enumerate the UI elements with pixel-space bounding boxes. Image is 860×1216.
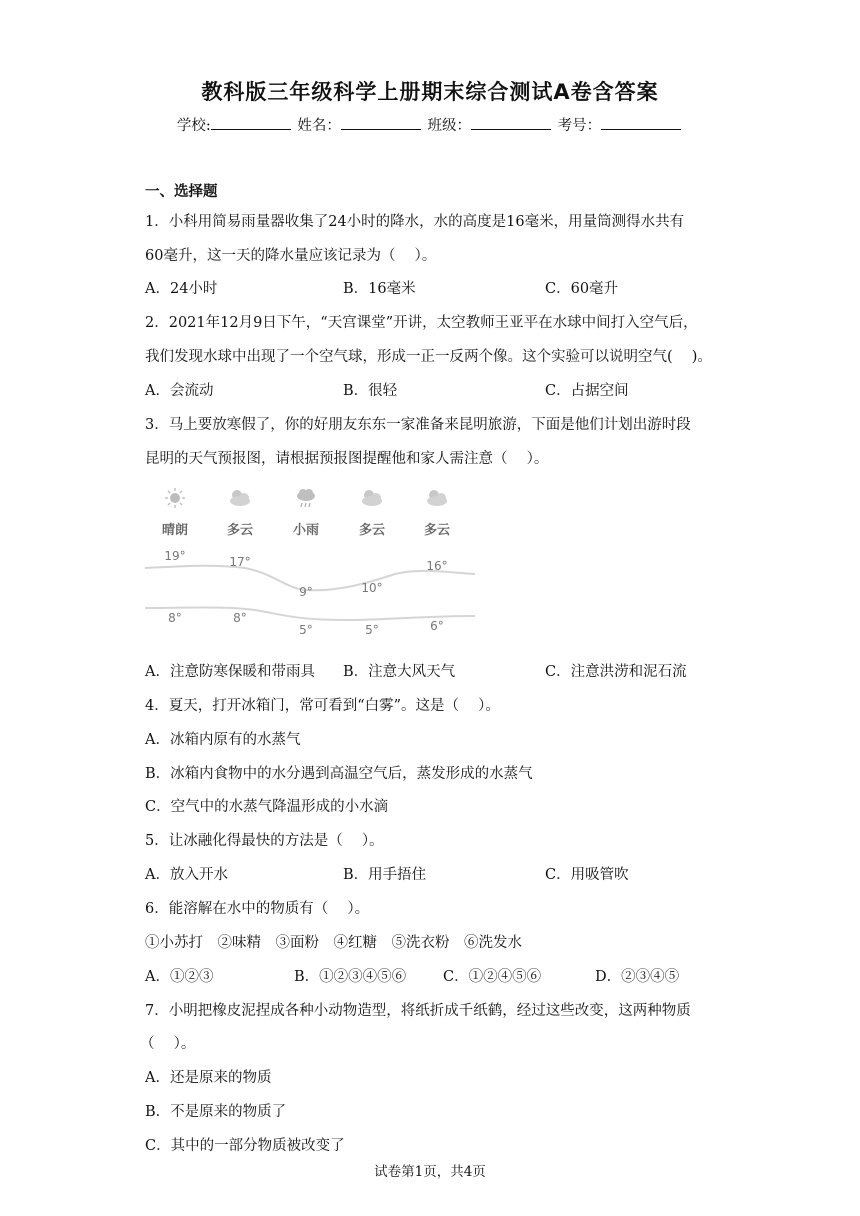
q3-option-b[interactable]: B．注意大风天气 <box>343 664 456 680</box>
cloudy-icon <box>230 490 250 506</box>
cloudy-icon <box>427 490 447 506</box>
q5-option-c[interactable]: C．用吸管吹 <box>545 867 629 883</box>
q3-option-c[interactable]: C．注意洪涝和泥石流 <box>545 664 687 680</box>
q4-option-c[interactable]: C．空气中的水蒸气降温形成的小水滴 <box>145 799 389 815</box>
q1-text-line2: 60毫升，这一天的降水量应该记录为（ ）。 <box>145 248 437 264</box>
q1-text-line1: 1．小科用简易雨量器收集了24小时的降水，水的高度是16毫米，用量筒测得水共有 <box>145 214 685 230</box>
cloudy-icon <box>362 490 382 506</box>
q6-option-b[interactable]: B．①②③④⑤⑥ <box>294 969 407 985</box>
exam-no-label: 考号： <box>557 118 602 134</box>
q5-option-b[interactable]: B．用手捂住 <box>343 867 427 883</box>
q1-option-b[interactable]: B．16毫米 <box>343 281 416 297</box>
day5-high-temp: 16° <box>426 559 448 573</box>
q6-text-line1: 6．能溶解在水中的物质有（ ）。 <box>145 901 370 917</box>
day4-high-temp: 10° <box>361 581 383 595</box>
day4-weather-label: 多云 <box>358 523 386 538</box>
q2-option-c[interactable]: C．占据空间 <box>545 383 629 399</box>
day3-low-temp: 5° <box>299 623 313 636</box>
name-label: 姓名： <box>297 118 341 134</box>
q3-option-a[interactable]: A．注意防寒保暖和带雨具 <box>145 664 315 680</box>
day3-weather-label: 小雨 <box>292 523 320 538</box>
day2-low-temp: 8° <box>233 611 247 625</box>
q1-option-a[interactable]: A．24小时 <box>145 281 218 297</box>
class-label: 班级： <box>427 118 471 134</box>
day1-weather-label: 晴朗 <box>161 523 189 538</box>
page-footer: 试卷第1页，共4页 <box>374 1164 486 1180</box>
light-rain-icon <box>297 489 315 507</box>
q7-option-b[interactable]: B．不是原来的物质了 <box>145 1104 287 1120</box>
q7-text-line2: （ ）。 <box>140 1036 196 1052</box>
exam-no-blank[interactable] <box>601 115 681 130</box>
name-blank[interactable] <box>341 115 421 130</box>
school-blank[interactable] <box>211 115 291 130</box>
weather-forecast-figure <box>145 486 475 636</box>
q4-text-line1: 4．夏天，打开冰箱门，常可看到“白雾”。这是（ ）。 <box>145 698 500 714</box>
school-label: 学校: <box>176 118 211 134</box>
student-info-line <box>0 114 860 135</box>
q6-option-c[interactable]: C．①②④⑤⑥ <box>443 969 542 985</box>
q4-option-b[interactable]: B．冰箱内食物中的水分遇到高温空气后，蒸发形成的水蒸气 <box>145 766 533 782</box>
q5-text-line1: 5．让冰融化得最快的方法是（ ）。 <box>145 833 384 849</box>
day3-high-temp: 9° <box>299 585 313 599</box>
day1-high-temp: 19° <box>164 549 186 563</box>
day2-high-temp: 17° <box>229 555 251 569</box>
q7-option-c[interactable]: C．其中的一部分物质被改变了 <box>145 1138 345 1154</box>
q2-text-line2: 我们发现水球中出现了一个空气球，形成一正一反两个像。这个实验可以说明空气( )。 <box>145 349 712 365</box>
q2-option-a[interactable]: A．会流动 <box>145 383 214 399</box>
class-blank[interactable] <box>471 115 551 130</box>
q4-option-a[interactable]: A．冰箱内原有的水蒸气 <box>145 732 301 748</box>
day5-low-temp: 6° <box>430 619 444 633</box>
q2-option-b[interactable]: B．很轻 <box>343 383 398 399</box>
q2-text-line1: 2．2021年12月9日下午，“天宫课堂”开讲，太空教师王亚平在水球中间打入空气后， <box>145 315 698 331</box>
q1-option-c[interactable]: C．60毫升 <box>545 281 619 297</box>
q6-option-d[interactable]: D．②③④⑤ <box>595 969 680 985</box>
q6-substances-list: ①小苏打 ②味精 ③面粉 ④红糖 ⑤洗衣粉 ⑥洗发水 <box>145 935 522 951</box>
sun-icon <box>165 488 185 508</box>
page-title: 教科版三年级科学上册期末综合测试A卷含答案 <box>201 80 659 104</box>
q7-option-a[interactable]: A．还是原来的物质 <box>145 1070 272 1086</box>
q6-option-a[interactable]: A．①②③ <box>145 969 214 985</box>
q5-option-a[interactable]: A．放入开水 <box>145 867 228 883</box>
day1-low-temp: 8° <box>168 611 182 625</box>
low-temp-curve <box>145 608 475 621</box>
q3-text-line2: 昆明的天气预报图，请根据预报图提醒他和家人需注意（ ）。 <box>145 451 549 467</box>
day5-weather-label: 多云 <box>423 523 451 538</box>
q3-text-line1: 3．马上要放寒假了，你的好朋友东东一家准备来昆明旅游，下面是他们计划出游时段 <box>145 417 691 433</box>
section-heading: 一、选择题 <box>145 184 218 200</box>
q7-text-line1: 7．小明把橡皮泥捏成各种小动物造型，将纸折成千纸鹤，经过这些改变，这两种物质 <box>145 1003 691 1019</box>
day4-low-temp: 5° <box>365 623 379 636</box>
day2-weather-label: 多云 <box>226 523 254 538</box>
